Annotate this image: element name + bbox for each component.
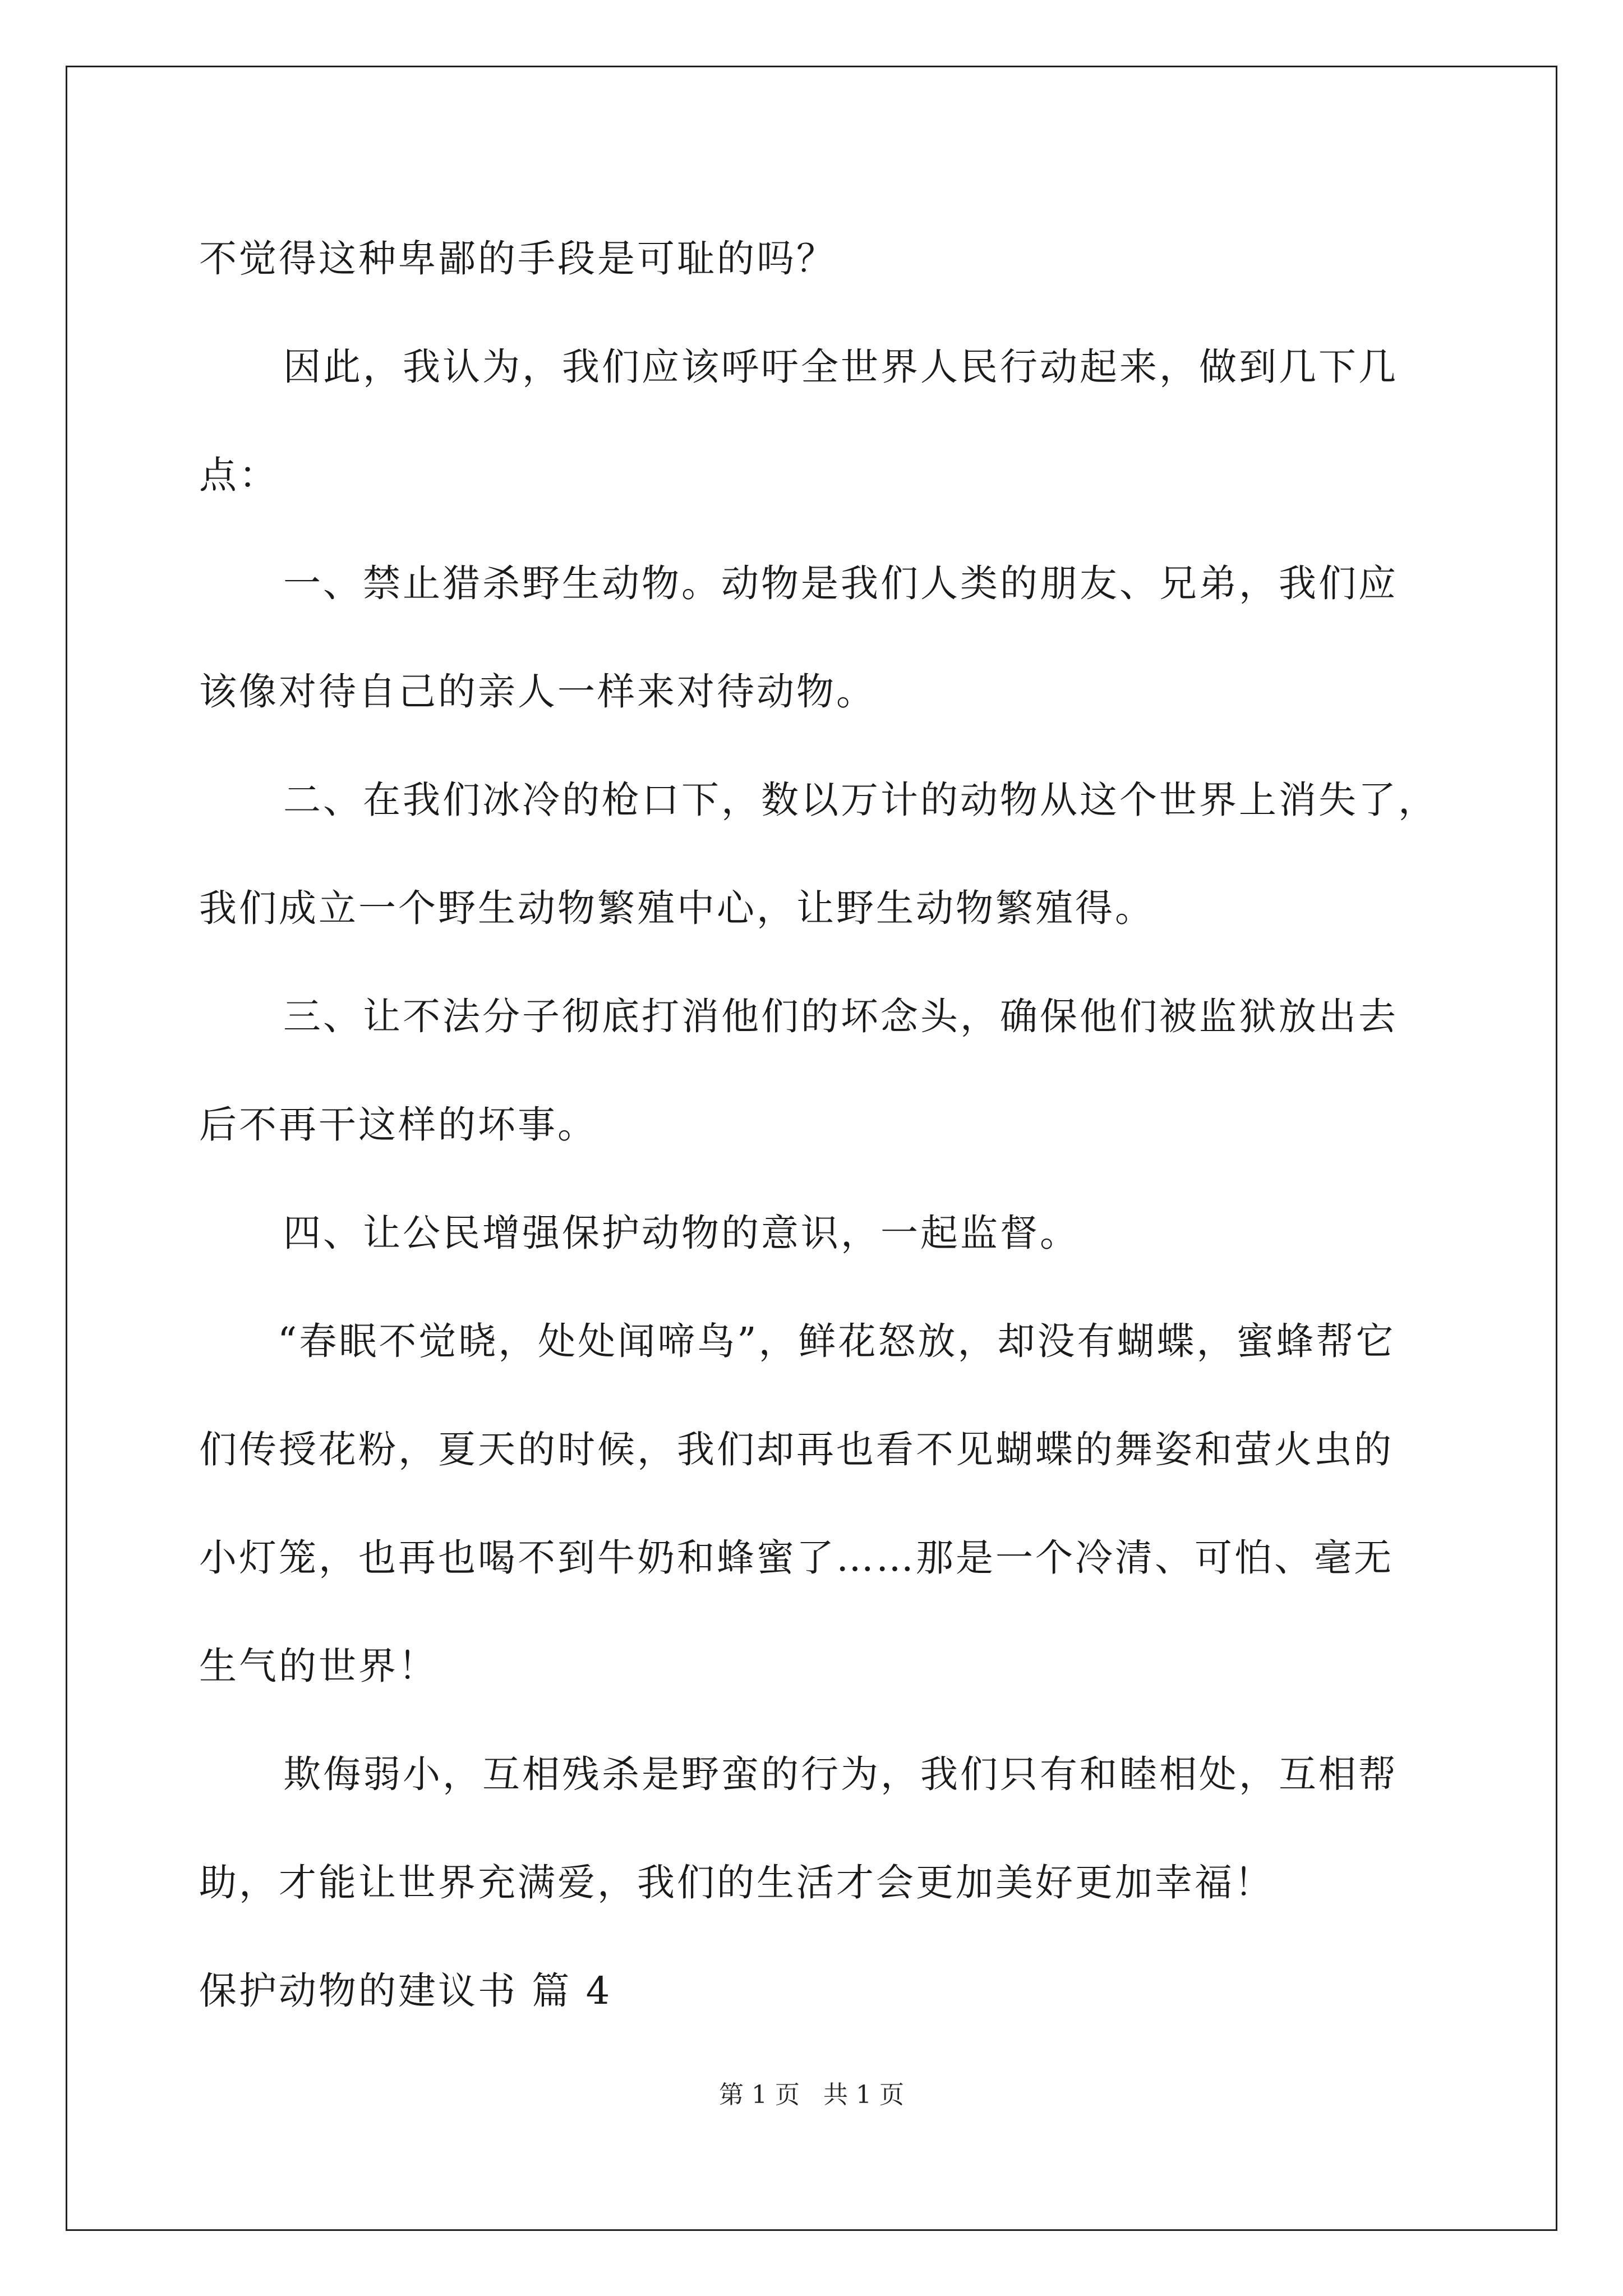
text-line: 们传授花粉，夏天的时候，我们却再也看不见蝴蝶的舞姿和萤火虫的 <box>199 1428 1394 1471</box>
page-total: 共 1 页 <box>823 2081 904 2109</box>
paragraph-5 <box>199 963 1450 1179</box>
text-line: 二、在我们冰冷的枪口下，数以万计的动物从这个世界上消失了， <box>283 778 1438 822</box>
text-line: 四、让公民增强保护动物的意识，一起监督。 <box>283 1211 1080 1255</box>
section-heading: 保护动物的建议书 篇 4 <box>199 1969 612 2013</box>
text-line: 因此，我认为，我们应该呼吁全世界人民行动起来，做到几下几 <box>283 345 1398 389</box>
text-line: 三、让不法分子彻底打消他们的坏念头，确保他们被监狱放出去 <box>283 995 1398 1038</box>
text-line: 生气的世界！ <box>199 1644 438 1688</box>
paragraph-6 <box>199 1179 1450 1287</box>
page-footer <box>0 2078 1623 2112</box>
paragraph-4 <box>199 746 1450 963</box>
text-line: “春眠不觉晓，处处闻啼鸟”，鲜花怒放，却没有蝴蝶，蜜蜂帮它 <box>278 1319 1396 1363</box>
text-line: 该像对待自己的亲人一样来对待动物。 <box>199 670 876 714</box>
document-body <box>199 205 1450 2045</box>
paragraph-1 <box>199 205 1450 313</box>
text-line: 小灯笼，也再也喝不到牛奶和蜂蜜了……那是一个冷清、可怕、毫无 <box>199 1536 1394 1580</box>
text-line: 不觉得这种卑鄙的手段是可耻的吗？ <box>199 237 836 280</box>
paragraph-7 <box>199 1287 1450 1720</box>
text-line: 欺侮弱小，互相残杀是野蛮的行为，我们只有和睦相处，互相帮 <box>283 1752 1398 1796</box>
text-line: 助，才能让世界充满爱，我们的生活才会更加美好更加幸福！ <box>199 1861 1274 1904</box>
text-line: 后不再干这样的坏事。 <box>199 1103 597 1147</box>
text-line: 点： <box>199 453 279 497</box>
page-number: 第 1 页 <box>719 2081 800 2109</box>
text-line: 一、禁止猎杀野生动物。动物是我们人类的朋友、兄弟，我们应 <box>283 562 1398 605</box>
paragraph-2 <box>199 313 1450 530</box>
paragraph-8 <box>199 1720 1450 1937</box>
text-line: 我们成立一个野生动物繁殖中心，让野生动物繁殖得。 <box>199 886 1155 930</box>
paragraph-3 <box>199 530 1450 746</box>
